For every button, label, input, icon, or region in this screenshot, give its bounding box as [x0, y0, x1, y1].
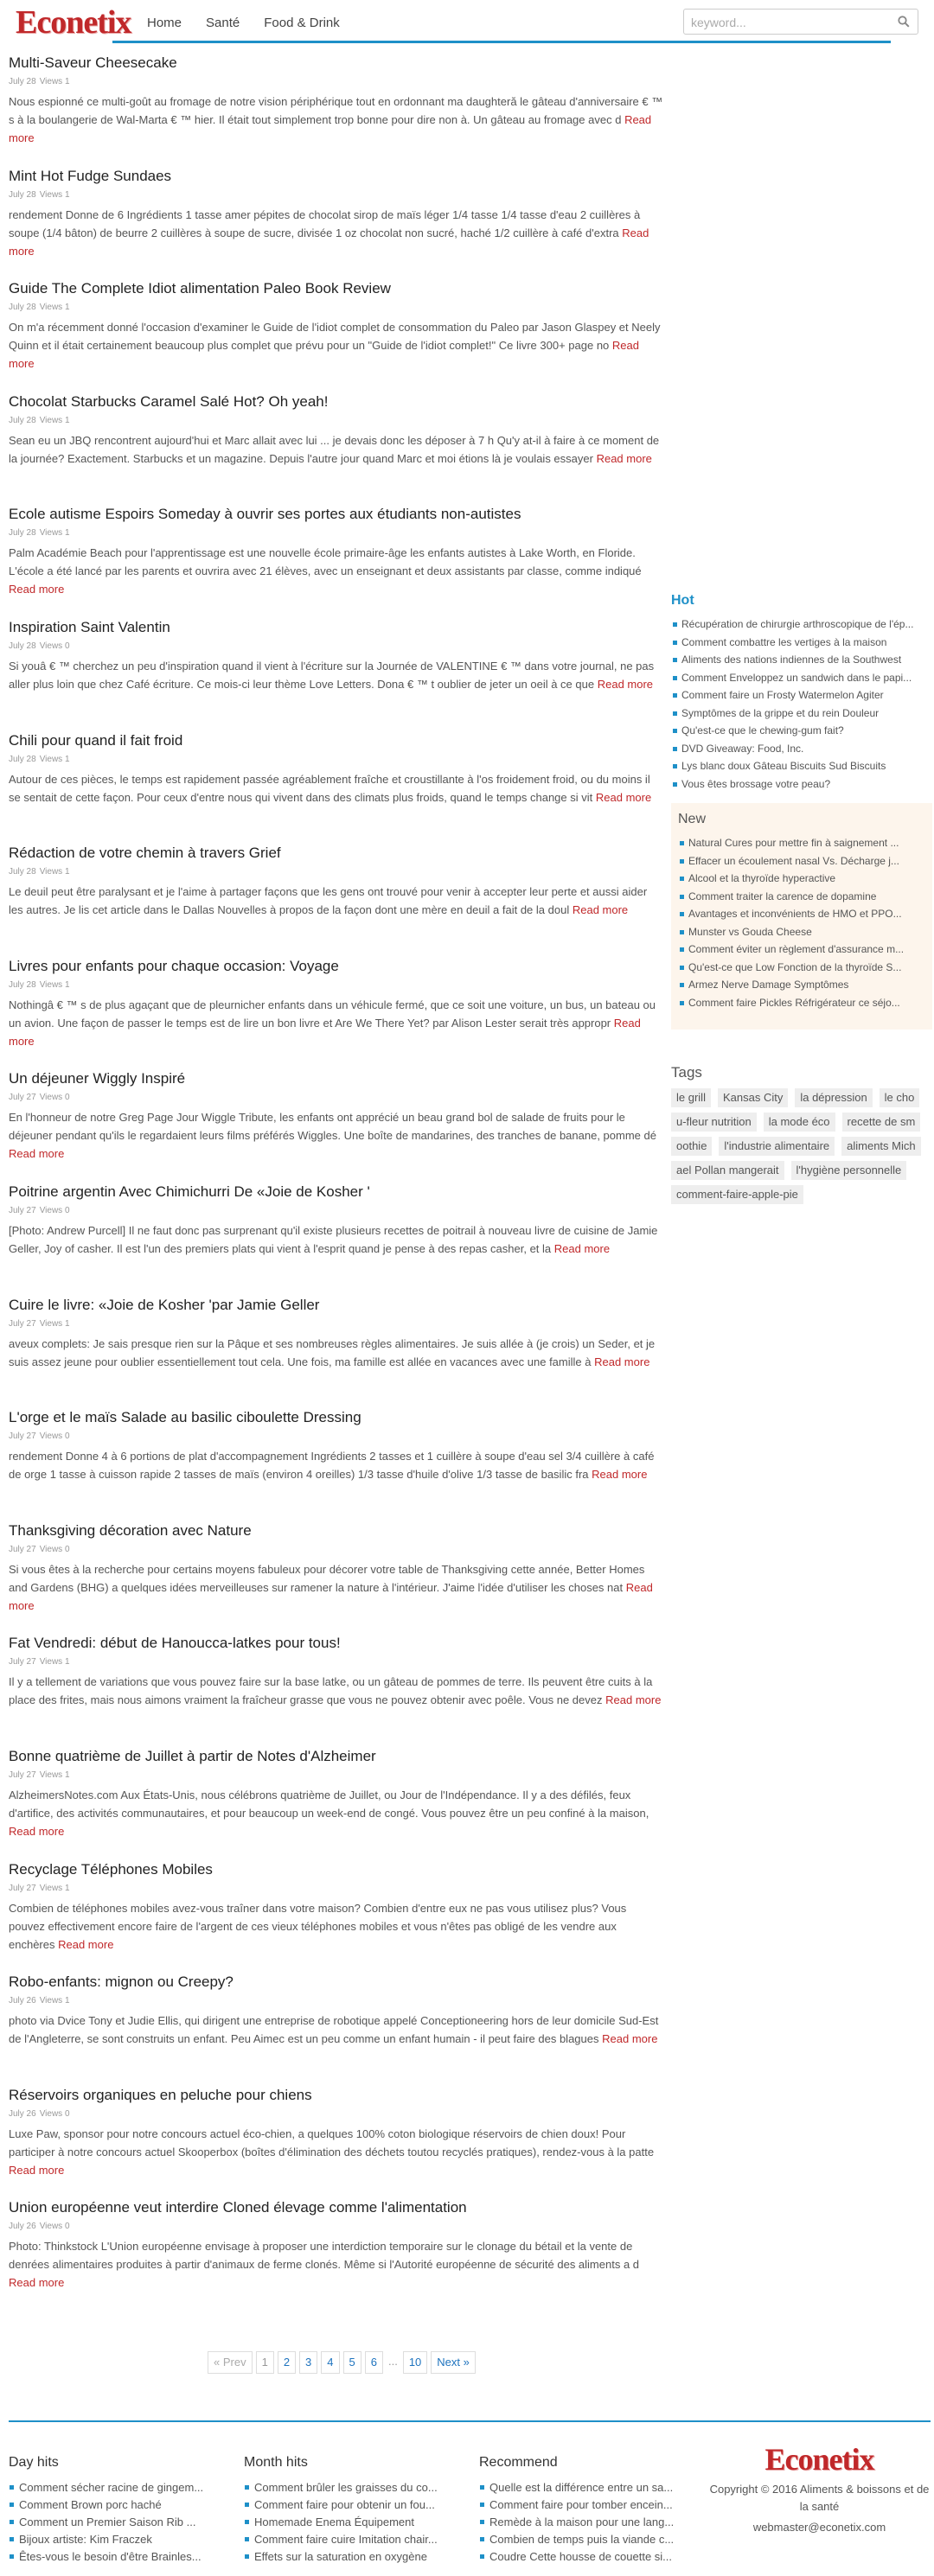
read-more-link[interactable]: Read more — [572, 903, 629, 917]
main-nav — [147, 16, 340, 30]
read-more-link[interactable]: Read more — [9, 1147, 65, 1161]
article-title[interactable]: Guide The Complete Idiot alimentation Paleo Book Review — [9, 280, 391, 297]
tag-link[interactable]: l'industrie alimentaire — [719, 1137, 835, 1156]
month-hit-link[interactable]: Effets sur la saturation en oxygène — [244, 2548, 460, 2566]
excerpt-text: Il y a tellement de variations que vous pouvez faire sur la base latke, ou un gâteau de pommes de terre. Ils peuvent être cuits à la place des frites, mais nous aimons vraiment la fraîcheur grasse que vous ne pouvez obtenir avec poêle. Vous ne devez — [9, 1675, 653, 1707]
recommend-title: Recommend — [479, 2455, 558, 2470]
read-more-link[interactable]: Read more — [602, 2032, 658, 2046]
excerpt-text: Nothingâ € ™ s de plus agaçant que de pleurnicher enfants dans un véhicule fermé, que ce soit une voiture, un bus, un bateau ou un avion. Une façon de passer le temps est de lire un bon livre et Are We There Yet? par Alison Lester serait très appropr — [9, 998, 656, 1030]
article-views: Views 1 — [39, 528, 70, 539]
footer-divider — [9, 2420, 931, 2422]
day-hit-link[interactable]: Comment Brown porc haché — [9, 2496, 225, 2514]
read-more-link[interactable]: Read more — [605, 1693, 662, 1707]
article-title[interactable]: Union européenne veut interdire Cloned élevage comme l'alimentation — [9, 2199, 467, 2216]
new-item-link[interactable]: Qu'est-ce que Low Fonction de la thyroïde S... — [678, 959, 925, 977]
day-hit-link[interactable]: Êtes-vous le besoin d'être Brainles... — [9, 2548, 225, 2566]
article-excerpt — [9, 206, 664, 260]
article-date: July 28 — [9, 528, 36, 539]
prev-page-button: « Prev — [208, 2351, 253, 2374]
article-excerpt — [9, 1221, 664, 1258]
article-date: July 28 — [9, 77, 36, 86]
month-hit-link[interactable]: Comment brûler les graisses du co... — [244, 2479, 460, 2496]
article-views: Views 1 — [39, 1996, 70, 2006]
tag-link[interactable]: le grill — [671, 1088, 711, 1107]
article-title[interactable]: Cuire le livre: «Joie de Kosher 'par Jamie Geller — [9, 1296, 320, 1313]
excerpt-text: En l'honneur de notre Greg Page Jour Wiggle Tribute, les enfants ont apprécié un beau grand bol de salade de fruits pour le déjeuner pendant qu'ils le regardaient leurs films préférés Wiggles. Une boîte de mandarines, des tranches de banane, pomme dé — [9, 1111, 656, 1143]
read-more-link[interactable]: Read more — [596, 451, 652, 465]
article-views: Views 0 — [39, 1544, 70, 1554]
article-date: July 27 — [9, 1883, 36, 1893]
article-date: July 28 — [9, 189, 36, 200]
read-more-link[interactable]: Read more — [9, 2163, 65, 2177]
article-meta — [9, 189, 664, 201]
article-title[interactable]: Thanksgiving décoration avec Nature — [9, 1521, 252, 1539]
next-page-button[interactable]: Next » — [431, 2351, 476, 2374]
hot-item-link[interactable]: Qu'est-ce que le chewing-gum fait? — [671, 722, 932, 740]
article-meta — [9, 1883, 664, 1895]
read-more-link[interactable]: Read more — [597, 677, 654, 691]
hot-item-link[interactable]: Comment combattre les vertiges à la maison — [671, 634, 932, 652]
article-date: July 27 — [9, 1318, 36, 1329]
article-meta — [9, 1092, 664, 1104]
article-meta — [9, 1544, 664, 1556]
month-hit-link[interactable]: Comment faire cuire Imitation chair... — [244, 2531, 460, 2548]
article-date: July 26 — [9, 2108, 36, 2119]
recommend-list — [479, 2479, 695, 2566]
article-item — [9, 1181, 664, 1294]
read-more-link[interactable]: Read more — [595, 790, 652, 804]
article-item — [9, 842, 664, 955]
pagination-ellipsis: ... — [387, 2355, 398, 2368]
article-title[interactable]: Chili pour quand il fait froid — [9, 731, 183, 749]
day-hit-link[interactable]: Bijoux artiste: Kim Fraczek — [9, 2531, 225, 2548]
new-item-link[interactable]: Comment traiter la carence de dopamine — [678, 888, 925, 906]
article-meta — [9, 1769, 664, 1782]
article-views: Views 0 — [39, 2108, 70, 2119]
article-excerpt — [9, 1899, 664, 1954]
article-excerpt — [9, 2125, 664, 2179]
excerpt-text: aveux complets: Je sais presque rien sur la Pâque et ses nombreuses règles alimentaires. Je suis allée à (je crois) un Seder, et je suis assez jeune pour oublier essentiellement tout cela. Une fois, ma famille est allée en vacances avec une famille à — [9, 1336, 656, 1368]
article-date: July 28 — [9, 303, 36, 313]
nav-food-drink[interactable]: Food & Drink — [264, 16, 340, 30]
article-meta — [9, 754, 664, 766]
month-hits-list — [244, 2479, 460, 2566]
excerpt-text: On m'a récemment donné l'occasion d'examiner le Guide de l'idiot complet de consommation du Paleo par Jason Glaspey et Neely Quinn et il était certainement beaucoup plus complet que prévu pour un "Guide de l'idiot complet!" Ce livre 300+ page no — [9, 321, 661, 353]
article-item — [9, 1971, 664, 2084]
article-date: July 28 — [9, 867, 36, 877]
article-views: Views 1 — [39, 1883, 70, 1893]
day-hit-link[interactable]: Comment un Premier Saison Rib ... — [9, 2514, 225, 2531]
footer-brand — [709, 2441, 930, 2536]
article-meta — [9, 1318, 664, 1330]
article-item — [9, 2084, 664, 2197]
tag-link[interactable]: le cho — [880, 1088, 920, 1107]
article-date: July 26 — [9, 1996, 36, 2006]
article-item — [9, 2197, 664, 2310]
excerpt-text: [Photo: Andrew Purcell] Il ne faut donc pas surprenant qu'il existe plusieurs recettes de poitrail à nouveau livre de cuisine de Jamie Geller, Joy of casher. Il est l'un des premiers plats qui vient à l'esprit quand je pense à des repas casher, et la — [9, 1223, 658, 1255]
read-more-link[interactable]: Read more — [9, 1580, 653, 1612]
hot-item-link[interactable]: Aliments des nations indiennes de la Southwest — [671, 651, 932, 669]
article-excerpt — [9, 2012, 664, 2048]
article-title[interactable]: L'orge et le maïs Salade au basilic ciboulette Dressing — [9, 1409, 361, 1426]
read-more-link[interactable]: Read more — [9, 226, 649, 258]
article-excerpt — [9, 2237, 664, 2292]
read-more-link[interactable]: Read more — [58, 1937, 114, 1951]
page-5-link[interactable]: 5 — [343, 2351, 361, 2374]
tag-link[interactable]: l'hygiène personnelle — [791, 1161, 907, 1180]
footer-logo[interactable]: Econetix — [764, 2442, 874, 2477]
day-hits-title: Day hits — [9, 2455, 59, 2470]
article-meta — [9, 1656, 664, 1668]
article-date: July 27 — [9, 1205, 36, 1215]
search-box — [683, 9, 918, 35]
article-title[interactable]: Livres pour enfants pour chaque occasion: Voyage — [9, 957, 339, 974]
article-meta — [9, 2108, 664, 2120]
hot-item-link[interactable]: DVD Giveaway: Food, Inc. — [671, 740, 932, 758]
footer-recommend — [479, 2455, 695, 2566]
article-views: Views 1 — [39, 77, 70, 86]
read-more-link[interactable]: Read more — [9, 1824, 65, 1838]
article-views: Views 1 — [39, 754, 70, 764]
read-more-link[interactable]: Read more — [9, 339, 639, 371]
page-3-link[interactable]: 3 — [299, 2351, 317, 2374]
new-item-link[interactable]: Avantages et inconvénients de HMO et PPO... — [678, 905, 925, 923]
article-views: Views 1 — [39, 303, 70, 313]
article-views: Views 1 — [39, 1318, 70, 1329]
article-views: Views 1 — [39, 415, 70, 425]
read-more-link[interactable]: Read more — [592, 1468, 648, 1482]
article-date: July 26 — [9, 2222, 36, 2232]
article-list — [9, 52, 664, 2310]
article-title[interactable]: Chocolat Starbucks Caramel Salé Hot? Oh yeah! — [9, 392, 329, 410]
read-more-link[interactable]: Read more — [9, 583, 65, 596]
article-title[interactable]: Inspiration Saint Valentin — [9, 618, 170, 635]
search-icon — [898, 16, 910, 28]
tag-link[interactable]: la dépression — [795, 1088, 872, 1107]
excerpt-text: photo via Dvice Tony et Judie Ellis, qui dirigent une entreprise de robotique appelé Conceptioneering hors de leur domicile Sud-Est de l'Angleterre, se sont construits un enfant. Peu Aimec est un peu comme un enfant humain - il peut faire des blagues — [9, 2014, 659, 2046]
article-item — [9, 1745, 664, 1859]
excerpt-text: Photo: Thinkstock L'Union européenne envisage à proposer une interdiction temporaire sur le clonage du bétail et la vente de denrées alimentaires produites à partir d'animaux de ferme clonés. Même si l'Autorité européenne de sécurité des aliments a d — [9, 2240, 640, 2272]
article-item — [9, 165, 664, 278]
month-hits-title: Month hits — [244, 2455, 308, 2470]
tag-link[interactable]: oothie — [671, 1137, 712, 1156]
search-button[interactable] — [890, 10, 918, 34]
excerpt-text: Luxe Paw, sponsor pour notre concours actuel éco-chien, a quelques 100% coton biologique réservoirs de chien doux! Pour participer à notre concours actuel Skooperbox (boîtes d'élimination des déchets toutou recyclés pratiques), rendez-vous à la patte — [9, 2126, 655, 2158]
article-views: Views 1 — [39, 1769, 70, 1780]
article-title[interactable]: Poitrine argentin Avec Chimichurri De «Joie de Kosher ' — [9, 1183, 370, 1200]
page-1-link: 1 — [256, 2351, 274, 2374]
site-header — [0, 0, 934, 48]
excerpt-text: AlzheimersNotes.com Aux États-Unis, nous célébrons quatrième de Juillet, ou Jour de l'Indépendance. Il y a des défilés, feux d'artifice, des activités communautaires, et pour beaucoup un week-end de congé. Vous pouvez être un peu confiné à la maison, — [9, 1788, 649, 1820]
article-views: Views 1 — [39, 1657, 70, 1667]
article-title[interactable]: Multi-Saveur Cheesecake — [9, 54, 177, 71]
article-meta — [9, 302, 664, 314]
article-item — [9, 503, 664, 616]
article-title[interactable]: Mint Hot Fudge Sundaes — [9, 167, 172, 184]
article-date: July 27 — [9, 1657, 36, 1667]
article-date: July 28 — [9, 979, 36, 990]
recommend-link[interactable]: Combien de temps puis la viande c... — [479, 2531, 695, 2548]
excerpt-text: Si youâ € ™ cherchez un peu d'inspiration quand il vient à l'écriture sur la Journée de VALENTINE € ™ dans votre journal, ne pas aller plus loin que chez Café écriture. Ce mois-ci leur thème Love Letters. Dona € ™ t oublier de jeter un oeil à ce que — [9, 659, 655, 691]
webmaster-email[interactable]: webmaster@econetix.com — [752, 2521, 886, 2534]
article-date: July 28 — [9, 415, 36, 425]
article-item — [9, 1520, 664, 1633]
article-date: July 27 — [9, 1431, 36, 1442]
excerpt-text: rendement Donne 4 à 6 portions de plat d'accompagnement Ingrédients 2 tasses et 1 cuillère à soupe d'eau sel 3/4 cuillère à café de orge 1 tasse à cuisson rapide 2 tasses de maïs (environ 4 oreilles) 1/3 tasse d'huile d'olive 1/3 tasse de basilic fra — [9, 1450, 655, 1482]
page-4-link[interactable]: 4 — [321, 2351, 339, 2374]
article-excerpt — [9, 318, 664, 373]
pagination — [208, 2351, 476, 2374]
hot-list — [671, 615, 932, 793]
nav-sante[interactable]: Santé — [206, 16, 240, 30]
page-2-link[interactable]: 2 — [278, 2351, 296, 2374]
article-item — [9, 955, 664, 1068]
article-views: Views 0 — [39, 1431, 70, 1442]
excerpt-text: rendement Donne de 6 Ingrédients 1 tasse amer pépites de chocolat sirop de maïs léger 1/4 tasse 1/4 tasse d'eau 2 cuillères à soupe (1/4 bâton) de beurre 2 cuillères à soupe de sucre, divisée 1 oz chocolat non sucré, haché 1/2 cuillère à café d'extra — [9, 207, 641, 239]
article-views: Views 0 — [39, 641, 70, 651]
article-excerpt — [9, 1447, 664, 1483]
recommend-link[interactable]: Comment faire pour tomber encein... — [479, 2496, 695, 2514]
excerpt-text: Palm Académie Beach pour l'apprentissage est une nouvelle école primaire-âge les enfants autistes à Lake Worth, en Floride. L'école a été lancé par les parents et ouvrira avec 21 élèves, avec un enseignant et deux assistants par classe, comme indiqué — [9, 546, 642, 578]
month-hit-link[interactable]: Comment faire pour obtenir un fou... — [244, 2496, 460, 2514]
tag-cloud — [671, 1088, 932, 1204]
article-views: Views 1 — [39, 189, 70, 200]
article-excerpt — [9, 996, 664, 1050]
read-more-link[interactable]: Read more — [553, 1241, 611, 1255]
article-excerpt — [9, 1335, 664, 1371]
article-item — [9, 616, 664, 730]
article-date: July 27 — [9, 1544, 36, 1554]
new-box — [671, 803, 932, 1030]
new-item-link[interactable]: Munster vs Gouda Cheese — [678, 923, 925, 941]
copyright: Copyright © 2016 Aliments & boissons et de la santé — [709, 2483, 930, 2513]
article-views: Views 0 — [39, 2222, 70, 2232]
article-views: Views 1 — [39, 867, 70, 877]
article-title[interactable]: Bonne quatrième de Juillet à partir de Notes d'Alzheimer — [9, 1747, 376, 1764]
read-more-link[interactable]: Read more — [594, 1355, 650, 1368]
article-item — [9, 730, 664, 843]
tag-link[interactable]: recette de sm — [842, 1113, 921, 1132]
read-more-link[interactable]: Read more — [9, 113, 652, 144]
recommend-link[interactable]: Remède à la maison pour une lang... — [479, 2514, 695, 2531]
article-views: Views 1 — [39, 979, 70, 990]
tag-link[interactable]: la mode éco — [764, 1113, 835, 1132]
article-meta — [9, 2221, 664, 2233]
article-title[interactable]: Ecole autisme Espoirs Someday à ouvrir ses portes aux étudiants non-autistes — [9, 506, 521, 523]
hot-item-link[interactable]: Comment faire un Frosty Watermelon Agiter — [671, 686, 932, 705]
new-item-link[interactable]: Armez Nerve Damage Symptômes — [678, 976, 925, 994]
article-meta — [9, 866, 664, 878]
day-hit-link[interactable]: Comment sécher racine de gingem... — [9, 2479, 225, 2496]
new-item-link[interactable]: Comment éviter un règlement d'assurance m... — [678, 940, 925, 959]
article-date: July 27 — [9, 1093, 36, 1103]
hot-item-link[interactable]: Récupération de chirurgie arthroscopique de l'ép... — [671, 615, 932, 634]
article-meta — [9, 1205, 664, 1217]
read-more-link[interactable]: Read more — [9, 2276, 65, 2290]
excerpt-text: Si vous êtes à la recherche pour certains moyens fabuleux pour décorer votre table de Thanksgiving cette année, Better Homes and Gardens (BHG) a quelques idées merveilleuses sur ramener la nature à l'intérieur. J'aime l'idée d'utiliser les choses nat — [9, 1562, 645, 1594]
article-title[interactable]: Réservoirs organiques en peluche pour chiens — [9, 2086, 312, 2103]
article-meta — [9, 527, 664, 539]
article-excerpt — [9, 1560, 664, 1615]
article-excerpt — [9, 657, 664, 693]
tag-link[interactable]: aliments Mich — [841, 1137, 920, 1156]
sidebar — [671, 593, 932, 1204]
article-item — [9, 1632, 664, 1745]
excerpt-text: Combien de téléphones mobiles avez-vous traîner dans votre maison? Combien d'entre eux ne pas vous utilisez plus? Vous pouvez effectivement encore faire de l'argent de ces vieux téléphones mobiles et vous n'êtes pas obligé de les vendre aux enchères — [9, 1901, 627, 1951]
hot-item-link[interactable]: Lys blanc doux Gâteau Biscuits Sud Biscuits — [671, 757, 932, 775]
new-item-link[interactable]: Natural Cures pour mettre fin à saignement ... — [678, 834, 925, 852]
article-excerpt — [9, 1673, 664, 1709]
article-title[interactable]: Fat Vendredi: début de Hanoucca-latkes pour tous! — [9, 1635, 341, 1652]
tag-link[interactable]: ael Pollan mangerait — [671, 1161, 784, 1180]
tag-link[interactable]: comment-faire-apple-pie — [671, 1185, 803, 1204]
article-excerpt — [9, 92, 664, 147]
nav-home[interactable]: Home — [147, 16, 182, 30]
page-last-link[interactable]: 10 — [403, 2351, 427, 2374]
search-input[interactable] — [691, 14, 881, 31]
article-excerpt — [9, 1108, 664, 1163]
article-meta — [9, 1431, 664, 1443]
excerpt-text: Sean eu un JBQ rencontrent aujourd'hui et Marc allait avec lui ... je devais donc les déposer à 7 h Qu'y at-il à faire à ce moment de la journée? Exactement. Starbucks et un magazine. Depuis l'autre jour quand Marc et moi étions là je voulais essayer — [9, 433, 660, 465]
article-date: July 28 — [9, 754, 36, 764]
article-excerpt — [9, 544, 664, 598]
article-item — [9, 52, 664, 165]
article-item — [9, 1068, 664, 1181]
article-meta — [9, 415, 664, 427]
article-excerpt — [9, 883, 664, 919]
article-excerpt — [9, 431, 664, 468]
hot-item-link[interactable]: Comment Enveloppez un sandwich dans le papi... — [671, 669, 932, 687]
site-logo[interactable]: Econetix — [16, 4, 131, 41]
article-excerpt — [9, 770, 664, 807]
new-item-link[interactable]: Effacer un écoulement nasal Vs. Décharge j... — [678, 852, 925, 870]
article-date: July 27 — [9, 1769, 36, 1780]
footer-day-hits — [9, 2455, 225, 2566]
hot-item-link[interactable]: Vous êtes brossage votre peau? — [671, 775, 932, 794]
excerpt-text: Autour de ces pièces, le temps est rapidement passée agréablement fraîche et croustillante à l'os froidement froid, ou du moins il se sentait de cette façon. Pour ceux d'entre nous qui vivent dans des climats plus froids, quand le temps change si vit — [9, 772, 650, 804]
article-item — [9, 1859, 664, 1972]
hot-item-link[interactable]: Symptômes de la grippe et du rein Douleur — [671, 705, 932, 723]
article-meta — [9, 641, 664, 653]
hot-title: Hot — [671, 593, 694, 608]
article-title[interactable]: Un déjeuner Wiggly Inspiré — [9, 1070, 186, 1087]
page-6-link[interactable]: 6 — [365, 2351, 383, 2374]
new-item-link[interactable]: Comment faire Pickles Réfrigérateur ce séjo... — [678, 994, 925, 1012]
recommend-link[interactable]: Quelle est la différence entre un sa... — [479, 2479, 695, 2496]
article-title[interactable]: Recyclage Téléphones Mobiles — [9, 1860, 213, 1878]
excerpt-text: Nous espionné ce multi-goût au fromage de notre vision périphérique tout en ordonnant ma daughteră le gâteau d'anniversaire € ™ s à la boulangerie de Wal-Marta € ™ hier. Il était tout simplement trop bonne pour dire non à. Un gâteau au fromage avec d — [9, 95, 663, 126]
tags-title: Tags — [671, 1064, 702, 1081]
new-item-link[interactable]: Alcool et la thyroïde hyperactive — [678, 870, 925, 888]
new-title: New — [678, 812, 707, 826]
article-meta — [9, 76, 664, 88]
recommend-link[interactable]: Coudre Cette housse de couette si... — [479, 2548, 695, 2566]
article-views: Views 0 — [39, 1093, 70, 1103]
tag-link[interactable]: Kansas City — [718, 1088, 788, 1107]
tag-link[interactable]: u-fleur nutrition — [671, 1113, 757, 1132]
day-hits-list — [9, 2479, 225, 2566]
footer-month-hits — [244, 2455, 460, 2566]
new-list — [678, 834, 925, 1011]
article-meta — [9, 1995, 664, 2007]
article-title[interactable]: Rédaction de votre chemin à travers Grief — [9, 845, 281, 862]
article-views: Views 0 — [39, 1205, 70, 1215]
article-item — [9, 391, 664, 504]
article-date: July 28 — [9, 641, 36, 651]
month-hit-link[interactable]: Homemade Enema Équipement — [244, 2514, 460, 2531]
article-item — [9, 1406, 664, 1520]
excerpt-text: Le deuil peut être paralysant et je l'aime à partager façons que les gens ont trouvé pour venir à accepter leur perte et aussi aider les autres. Je lis cet article dans le Dallas Nouvelles à propos de la façon dont une mère en deuil a fait de la doul — [9, 885, 648, 917]
article-item — [9, 1294, 664, 1407]
article-item — [9, 277, 664, 391]
article-title[interactable]: Robo-enfants: mignon ou Creepy? — [9, 1973, 234, 1991]
article-meta — [9, 979, 664, 992]
read-more-link[interactable]: Read more — [9, 1016, 641, 1048]
article-excerpt — [9, 1786, 664, 1840]
header-divider — [112, 41, 891, 43]
